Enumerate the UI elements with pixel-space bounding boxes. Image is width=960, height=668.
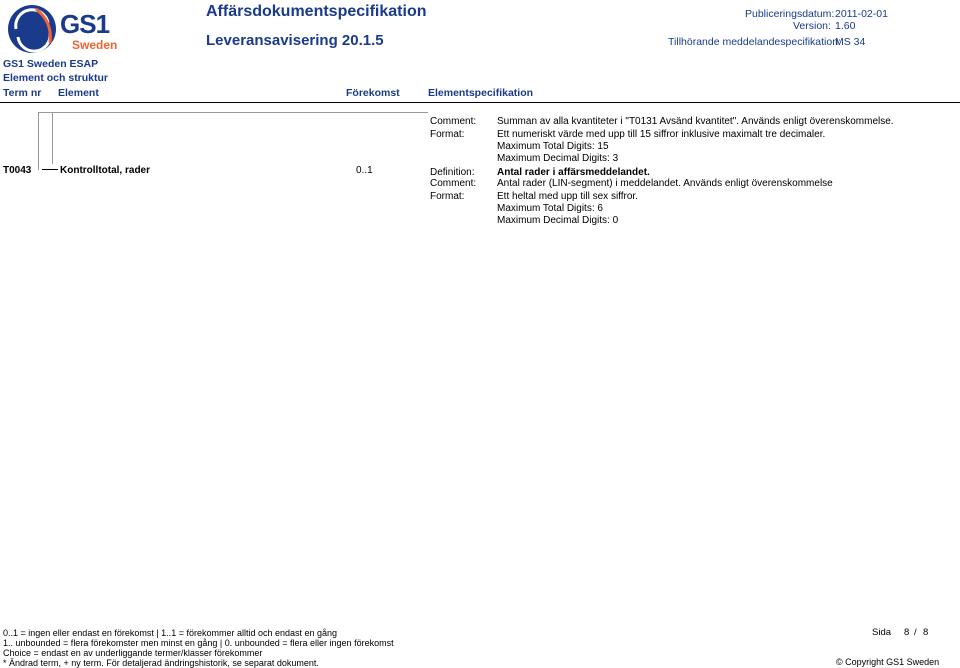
assoc-label: Tillhörande meddelandespecifikation: [668,36,841,48]
legend-line: * Ändrad term, + ny term. För detaljerad ändringshistorik, se separat dokument. [3,658,319,668]
tree-line [42,169,58,170]
version-value: 1.60 [835,20,856,32]
spec-value: Maximum Total Digits: 6 [497,203,603,214]
occurrence: 0..1 [356,165,373,176]
tree-line [52,112,53,164]
spec-value: Maximum Total Digits: 15 [497,141,609,152]
page-total: 8 [923,627,929,638]
doc-title: Affärsdokumentspecifikation [206,3,427,20]
esap-label: GS1 Sweden ESAP [3,58,99,70]
page-label: Sida [872,627,892,638]
page-current: 8 [904,627,910,638]
legend-line: 1.. unbounded = flera förekomster men minst en gång | 0. unbounded = flera eller ingen förekomst [3,638,394,648]
spec-value: Maximum Decimal Digits: 0 [497,215,619,226]
doc-subtitle: Leveransavisering 20.1.5 [206,32,384,49]
logo-text: GS1 [60,9,110,39]
spec-label: Format: [430,129,465,140]
col-spec: Elementspecifikation [428,87,534,99]
term-number: T0043 [3,165,32,176]
spec-value: Ett heltal med upp till sex siffror. [497,191,638,202]
page-separator: / [914,627,917,638]
assoc-value: MS 34 [835,36,866,48]
gs1-logo [6,3,118,55]
version-label: Version: [793,20,831,32]
spec-label: Comment: [430,178,477,189]
tree-line [38,112,52,113]
spec-label: Format: [430,191,465,202]
spec-value: Summan av alla kvantiteter i "T0131 Avsänd kvantitet". Används enligt överenskommelse. [497,116,894,127]
tree-line [52,112,428,113]
spec-label: Definition: [430,167,475,178]
copyright: © Copyright GS1 Sweden [836,657,940,667]
legend-line: 0..1 = ingen eller endast en förekomst | 1..1 = förekommer alltid och endast en gång [3,628,338,638]
spec-value: Antal rader i affärsmeddelandet. [497,167,650,178]
legend-line: Choice = endast en av underliggande termer/klasser förekommer [3,648,263,658]
spec-label: Comment: [430,116,477,127]
col-term-nr: Term nr [3,87,42,99]
logo-sub: Sweden [72,38,118,52]
section-label: Element och struktur [3,72,109,84]
col-element: Element [58,87,99,99]
element-name: Kontrolltotal, rader [60,165,151,176]
gs1-globe-icon [6,3,66,55]
spec-value: Maximum Decimal Digits: 3 [497,153,619,164]
spec-value: Antal rader (LIN-segment) i meddelandet. Används enligt överenskommelse [497,178,833,189]
spec-value: Ett numeriskt värde med upp till 15 siffror inklusive maximalt tre decimaler. [497,129,826,140]
col-occurrence: Förekomst [346,87,400,99]
tree-line [38,112,39,170]
column-header-row [0,86,960,103]
pub-value: 2011-02-01 [835,8,888,20]
pub-label: Publiceringsdatum: [745,8,835,20]
